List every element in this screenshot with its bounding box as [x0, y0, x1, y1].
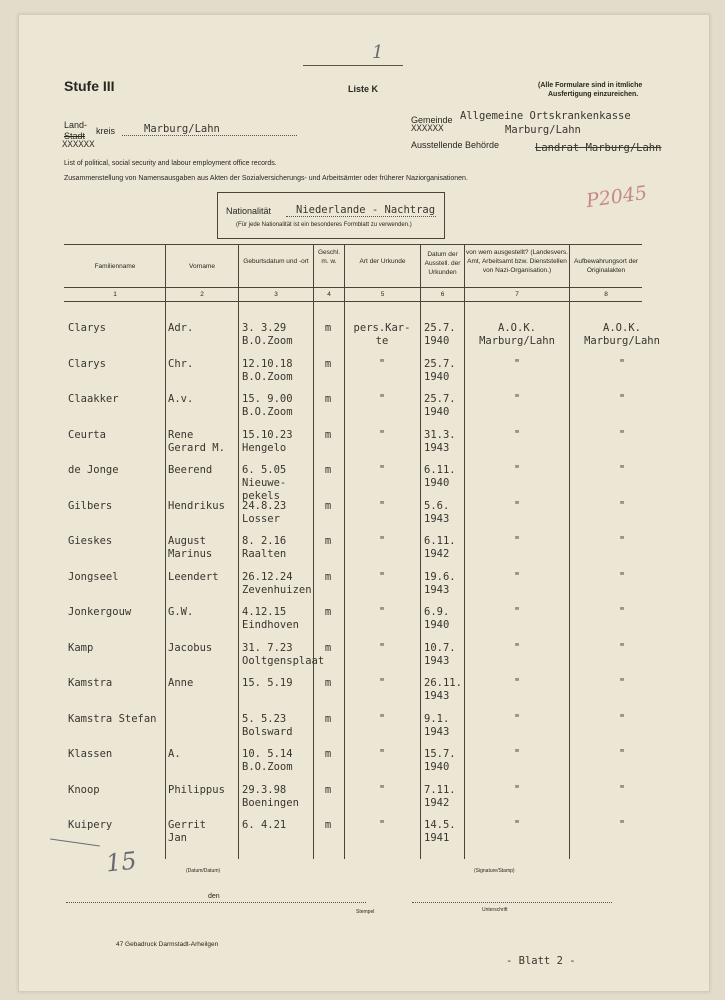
col-header-4: Geschl. m. w. [317, 249, 341, 265]
intro-german: Zusammenstellung von Namensausgaben aus Akten der Sozialversicherungs- und Arbeitsämter oder früherer Naziorganisationen. [64, 175, 468, 182]
kreis-dotline [122, 135, 297, 136]
row-familienname: Kamp [68, 641, 94, 654]
row-datum-year: 1940 [424, 477, 450, 489]
footer-signature-dotline [412, 902, 612, 903]
row-familienname: Gilbers [68, 499, 113, 512]
stadt-label: Stadt [64, 131, 86, 141]
row-familienname: Jonkergouw [68, 606, 132, 618]
row-geburtsort: B.O.Zoom [242, 335, 293, 347]
row-vorname: Anne [168, 677, 194, 689]
row-familienname: Knoop [68, 783, 100, 796]
row-vorname: Adr. [168, 322, 194, 334]
row-geburtsdatum: 12.10.18 [242, 357, 293, 370]
row-datum: 31.3. [424, 428, 456, 441]
row-geburtsdatum: 6. 4.21 [242, 819, 287, 831]
nationalitat-dotline [286, 216, 436, 217]
col-num-3: 3 [274, 291, 278, 298]
row-familienname: Kuipery [68, 819, 113, 831]
col-num-1: 1 [113, 291, 117, 298]
col-header-2: Vorname [188, 263, 216, 270]
col-sep-4 [344, 244, 345, 859]
row-familienname: Klassen [68, 748, 113, 760]
row-geburtsort: Nieuwe- [242, 477, 287, 489]
gemeinde-label: Gemeinde [411, 115, 453, 125]
row-datum: 9.1. [424, 712, 450, 725]
row-vorname: A.v. [168, 393, 194, 405]
row-geburtsdatum: 10. 5.14 [242, 748, 293, 760]
row-datum-year: 1940 [424, 335, 450, 347]
row-geburtsdatum: 15. 5.19 [242, 677, 293, 689]
row-geburtsort: Zevenhuizen [242, 583, 312, 596]
top-right-note-2: Ausfertigung einzureichen. [548, 91, 639, 98]
land-label: Land- [64, 120, 88, 130]
row-geburtsdatum: 26.12.24 [242, 570, 293, 583]
top-right-note-1: (Alle Formulare sind in itmliche [538, 82, 643, 89]
row-geburtsdatum: 3. 3.29 [242, 322, 287, 334]
row-familienname: Ceurta [68, 428, 106, 441]
row-familienname: Claakker [68, 393, 119, 405]
row-familienname: de Jonge [68, 464, 119, 476]
row-geburtsort: Losser [242, 512, 280, 525]
row-familienname: Kamstra [68, 677, 113, 689]
row-vorname: Leendert [168, 570, 219, 583]
col-sep-7 [569, 244, 570, 859]
col-header-8: Aufbewahrungsort der Originalakten [574, 258, 638, 274]
row-datum: 7.11. [424, 783, 456, 796]
blatt-label: - Blatt 2 - [506, 955, 576, 967]
row-geburtsdatum: 5. 5.23 [242, 712, 287, 725]
footer-stempel: Stempel [356, 909, 375, 915]
kreis-label: kreis [96, 126, 116, 136]
nationalitat-note: (Für jede Nationalität ist ein besonderes Formblatt zu verwenden.) [236, 222, 412, 228]
row-geburtsdatum: 31. 7.23 [242, 641, 293, 654]
row-datum-year: 1943 [424, 583, 450, 596]
gemeinde-xxx: XXXXXX [411, 124, 444, 134]
row-datum-year: 1943 [424, 725, 450, 738]
footer-date-label: (Datum/Datum) [186, 868, 221, 874]
footer-printer: 47 Gebadruck Darmstadt-Arheilgen [116, 941, 219, 948]
table-num-line [64, 301, 642, 302]
col-num-5: 5 [380, 291, 385, 298]
col-num-7: 7 [515, 291, 519, 298]
row-datum: 26.11. [424, 677, 462, 689]
row-datum-year: 1943 [424, 654, 450, 667]
nationalitat-value: Niederlande - Nachtrag [296, 204, 436, 216]
row-geburtsort: B.O.Zoom [242, 370, 293, 383]
row-datum: 14.5. [424, 819, 456, 831]
footer-unterschrift: Unterschrift [482, 907, 508, 913]
xxx-overstrike: XXXXXX [62, 140, 95, 150]
row-vorname: Hendrikus [168, 499, 225, 512]
row-datum-year: 1940 [424, 370, 450, 383]
row-vorname: Jacobus [168, 641, 213, 654]
row-datum-year: 1940 [424, 406, 450, 418]
row-geburtsort: Bolsward [242, 725, 293, 738]
col-header-7: von wem ausgestellt? (Landesvers. Amt, Arbeitsamt bzw. Dienststellen von Nazi-Organisation.) [466, 249, 568, 274]
row-datum: 5.6. [424, 499, 450, 512]
row-datum: 25.7. [424, 357, 456, 370]
liste-title: Liste K [348, 84, 379, 94]
row-geburtsdatum: 15. 9.00 [242, 393, 293, 405]
row-vorname-cont: Marinus [168, 548, 213, 560]
col-header-1: Familienname [94, 263, 136, 270]
col-sep-2 [238, 244, 239, 859]
row-geburtsort: Raalten [242, 548, 287, 560]
row-vorname: A. [168, 748, 181, 760]
col-num-6: 6 [440, 291, 445, 298]
ausstellende-value: Landrat Marburg/Lahn [535, 142, 662, 154]
footer-den: den [208, 893, 220, 900]
col-num-8: 8 [604, 291, 608, 298]
row-geburtsort: Eindhoven [242, 619, 299, 631]
col-num-2: 2 [200, 291, 204, 298]
col-sep-3 [313, 244, 314, 859]
row-datum-year: 1942 [424, 548, 450, 560]
row-familienname: Kamstra Stefan [68, 712, 157, 725]
nationalitat-label: Nationalität [226, 206, 272, 216]
stamp-mark: P2045 [584, 181, 649, 213]
row-familienname: Clarys [68, 357, 106, 370]
table-header-line [64, 287, 642, 288]
row-datum-year: 1940 [424, 619, 450, 631]
row-datum-year: 1943 [424, 690, 450, 702]
col-sep-6 [464, 244, 465, 859]
row-geburtsdatum: 6. 5.05 [242, 464, 287, 476]
row-datum: 6.11. [424, 535, 456, 547]
col-header-5: Art der Urkunde [359, 258, 406, 265]
row-datum-year: 1942 [424, 796, 450, 809]
col-sep-1 [165, 244, 166, 859]
ausstellende-label: Ausstellende Behörde [411, 140, 500, 150]
table-top-line [64, 244, 642, 245]
row-vorname: Chr. [168, 357, 194, 370]
row-vorname-cont: Gerard M. [168, 441, 225, 454]
intro-english: List of political, social security and labour employment office records. [64, 160, 277, 167]
kreis-value: Marburg/Lahn [144, 123, 220, 135]
row-vorname: August [168, 535, 206, 547]
row-geburtsort-cont: pekels [242, 490, 280, 502]
row-datum-year: 1943 [424, 441, 450, 454]
gemeinde-value-2: Marburg/Lahn [505, 124, 581, 136]
row-geburtsdatum: 29.3.98 [242, 783, 287, 796]
col-num-4: 4 [327, 291, 331, 298]
page-number-underline [303, 65, 403, 66]
col-header-6: Datum der Ausstell. der Urkunden [424, 251, 461, 276]
row-datum: 10.7. [424, 641, 456, 654]
row-datum-year: 1943 [424, 512, 450, 525]
row-datum-year: 1941 [424, 832, 450, 844]
col-header-3: Geburtsdatum und -ort [243, 258, 309, 265]
stufe-title: Stufe III [64, 78, 115, 94]
row-datum-year: 1940 [424, 761, 450, 773]
row-geburtsdatum: 4.12.15 [242, 606, 287, 618]
row-vorname: Rene [168, 428, 194, 441]
col-sep-5 [420, 244, 421, 859]
footer-date-dotline [66, 902, 366, 903]
row-vorname-cont: Jan [168, 832, 187, 844]
page-number-handwritten: 1 [372, 42, 384, 63]
row-datum: 25.7. [424, 322, 456, 334]
gemeinde-value-1: Allgemeine Ortskrankenkasse [460, 110, 631, 122]
row-vorname: G.W. [168, 606, 194, 618]
row-geburtsort: Boeningen [242, 796, 299, 809]
row-datum: 15.7. [424, 748, 456, 760]
handwritten-number: 15 [104, 846, 138, 878]
row-datum: 6.9. [424, 606, 450, 618]
row-geburtsort: B.O.Zoom [242, 406, 293, 418]
row-vorname: Gerrit [168, 819, 206, 831]
row-geburtsdatum: 24.8.23 [242, 499, 287, 512]
row-geburtsort: B.O.Zoom [242, 761, 293, 773]
row-geburtsort: Ooltgensplaat [242, 654, 325, 667]
row-familienname: Clarys [68, 322, 106, 334]
row-datum: 6.11. [424, 464, 456, 476]
row-geburtsdatum: 15.10.23 [242, 428, 293, 441]
row-familienname: Gieskes [68, 535, 113, 547]
row-geburtsdatum: 8. 2.16 [242, 535, 287, 547]
row-vorname: Beerend [168, 464, 213, 476]
row-geburtsort: Hengelo [242, 441, 287, 454]
row-datum: 25.7. [424, 393, 456, 405]
row-vorname: Philippus [168, 783, 225, 796]
row-datum: 19.6. [424, 570, 456, 583]
footer-signature-label: (Signature/Stamp) [474, 868, 515, 874]
row-familienname: Jongseel [68, 570, 119, 583]
